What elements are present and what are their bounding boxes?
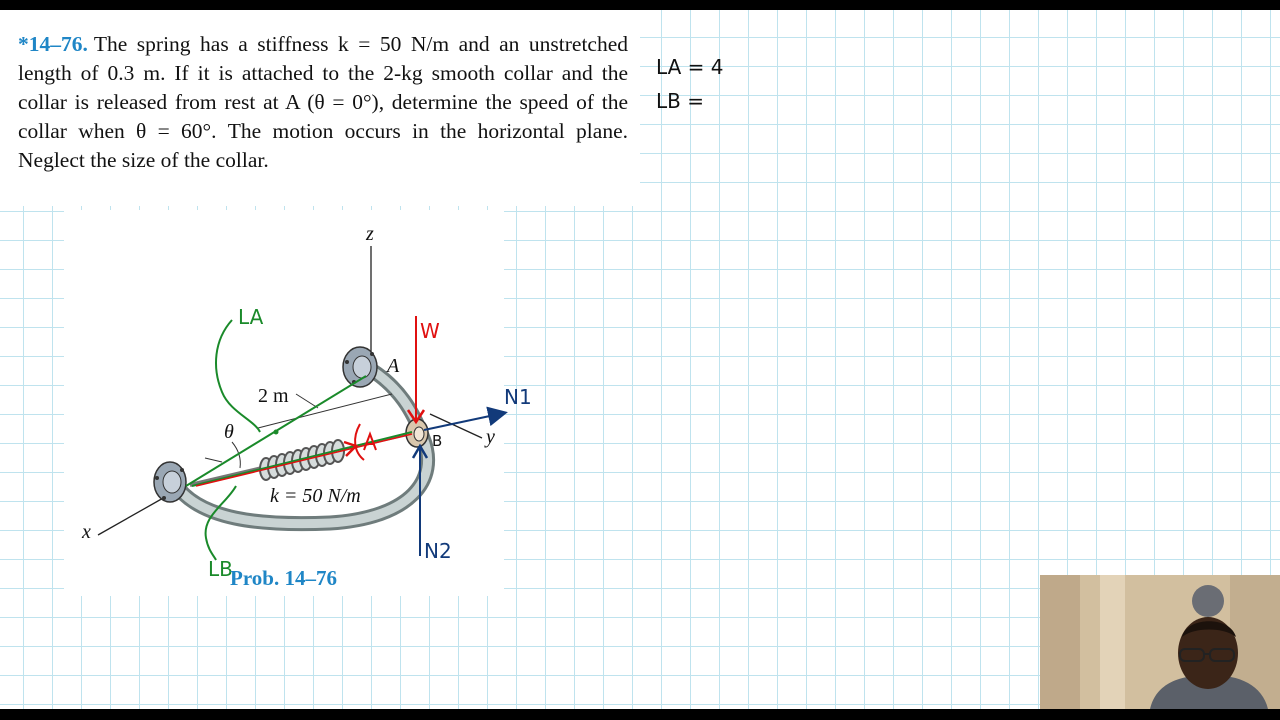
normal-2-annotation: N2 xyxy=(424,539,452,563)
la-midpoint xyxy=(274,430,279,435)
handwritten-notes xyxy=(656,50,723,118)
problem-number: *14–76. xyxy=(18,32,88,56)
weight-annotation: W xyxy=(420,319,440,343)
note-line-2: LB = xyxy=(656,89,704,113)
whiteboard-canvas xyxy=(0,10,1280,709)
stiffness-label: k = 50 N/m xyxy=(270,485,361,507)
x-axis-line xyxy=(98,497,165,535)
length-label: 2 m xyxy=(258,385,289,407)
la-annotation: LA xyxy=(238,305,264,329)
la-leader xyxy=(216,320,260,432)
lb-annotation: LB xyxy=(208,557,233,581)
note-line-1: LA = 4 xyxy=(656,55,724,79)
problem-body: The spring has a stiffness k = 50 N/m and an unstretched length of 0.3 m. If it is attached to the 2-kg smooth collar and the collar is released from rest at A (θ = 0°), determine the speed of the collar when θ = 60°. The motion occurs in the horizontal plane. Neglect the size of the collar. xyxy=(18,32,628,172)
bottom-bar xyxy=(0,709,1280,720)
webcam-overlay xyxy=(1040,575,1280,709)
support-a xyxy=(343,347,377,387)
angle-arrow xyxy=(205,458,222,462)
angle-label: θ xyxy=(224,421,234,443)
problem-figure xyxy=(0,10,640,610)
support-origin xyxy=(154,462,186,502)
spring-force-arc xyxy=(355,424,364,460)
point-a-label: A xyxy=(387,355,400,377)
figure-caption: Prob. 14–76 xyxy=(230,566,337,590)
z-axis-label: z xyxy=(366,223,374,245)
normal-1-annotation: N1 xyxy=(504,385,532,409)
presenter-video xyxy=(1040,575,1280,709)
dimension-leader xyxy=(296,394,318,408)
y-axis-label: y xyxy=(486,426,495,448)
point-b-annotation: B xyxy=(432,432,443,450)
x-axis-label: x xyxy=(82,521,91,543)
